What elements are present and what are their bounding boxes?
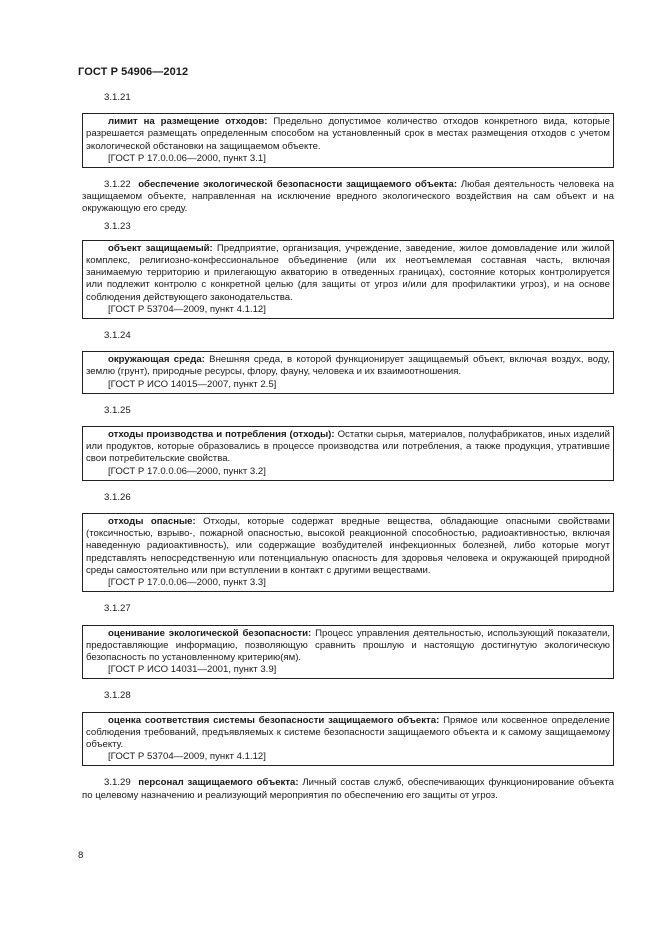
document-header: ГОСТ Р 54906—2012: [78, 66, 189, 78]
term-source: [ГОСТ Р 17.0.0.06—2000, пункт 3.3]: [108, 577, 266, 589]
term-name: отходы производства и потребления (отходы):: [108, 429, 335, 441]
term-definition: Личный состав служб, обеспечивающих функционирование объекта по целевому назначению и реализующий мероприятия по обеспечению его защиты от угроз.: [82, 777, 614, 801]
term-definition: Остатки сырья, материалов, полуфабрикатов, иных изделий или продуктов, которые образовались в процессе производства или потребления, а также продукция, утратившие свои потребительские свойства.: [86, 429, 610, 465]
term-paragraph: [86, 243, 610, 304]
term-source: [ГОСТ Р 53704—2009, пункт 4.1.12]: [108, 751, 266, 763]
clause-paragraph: [82, 777, 614, 801]
term-name: объект защищаемый:: [108, 242, 213, 254]
term-definition: Любая деятельность человека на защищаемом объекте, направленная на исключение вредного экологического воздействия на сам объект и на окружающую его среду.: [82, 179, 614, 215]
term-source: [ГОСТ Р ИСО 14015—2007, пункт 2.5]: [108, 378, 277, 390]
term-entry-box: [82, 240, 614, 319]
term-entry-box: [82, 513, 614, 592]
page-number: 8: [78, 850, 84, 861]
term-entry-box: [82, 426, 614, 481]
term-definition: Предельно допустимое количество отходов конкретного вида, которые разрешается размещать определенным способом на установленный срок в местах размещения отходов с учетом экологической обстановки на защищаемом объекте.: [86, 116, 610, 152]
term-paragraph: [86, 516, 610, 577]
clause-number: 3.1.25: [104, 404, 131, 416]
term-definition: Прямое или косвенное определение соблюдения требований, предъявляемых к системе безопасности защищаемого объекта и к самому защищаемому объекту.: [86, 714, 611, 750]
term-paragraph: [86, 116, 610, 153]
term-paragraph: [86, 715, 610, 752]
document-body: [82, 92, 614, 802]
term-name: обеспечение экологической безопасности защищаемого объекта:: [138, 179, 458, 191]
term-name: оценивание экологической безопасности:: [108, 627, 312, 639]
term-name: персонал защищаемого объекта:: [138, 777, 299, 789]
clause-number: 3.1.27: [104, 603, 131, 615]
term-source: [ГОСТ Р 17.0.0.06—2000, пункт 3.2]: [108, 465, 266, 477]
term-name: оценка соответствия системы безопасности защищаемого объекта:: [108, 714, 440, 726]
term-source: [ГОСТ Р ИСО 14031—2001, пункт 3.9]: [108, 664, 277, 676]
term-entry-box: [82, 712, 614, 767]
clause-number: 3.1.22: [104, 179, 131, 191]
term-entry-box: [82, 625, 614, 680]
term-definition: Отходы, которые содержат вредные вещества, обладающие опасными свойствами (токсичностью, взрыво-, пожарной опасностью, высокой реакционной способностью, радиоактивностью, включая наведенную радиоактивность), или содержащие возбудителей инфекционных болезней, либо которые могут представлять непосредственную или потенциальную опасность для здоровья человека и окружающей природной среды самостоятельно или при вступлении в контакт с другими веществами.: [86, 516, 610, 576]
term-entry-box: [82, 351, 614, 394]
clause-number: 3.1.24: [104, 330, 131, 342]
term-definition: Внешняя среда, в которой функционирует защищаемый объект, включая воздух, воду, землю (грунт), природные ресурсы, флору, фауну, человека и их взаимоотношения.: [86, 354, 610, 378]
clause-number: 3.1.28: [104, 690, 131, 702]
term-entry-box: [82, 113, 614, 168]
clause-number: 3.1.21: [104, 92, 131, 103]
term-source: [ГОСТ Р 17.0.0.06—2000, пункт 3.1]: [108, 152, 266, 164]
term-name: окружающая среда:: [108, 354, 205, 366]
term-paragraph: [86, 628, 610, 665]
clause-number: 3.1.29: [104, 777, 131, 789]
clause-paragraph: [82, 179, 614, 216]
term-definition: Предприятие, организация, учреждение, заведение, жилое домовладение или жилой комплекс, религиозно-конфессиональное объединение (или их неотъемлемая составная часть, включая занимаемую территорию и прилегающую акваторию в отведенных границах), состояние которых контролируется или подлежит контролю с конкретной целью (для защиты от угроз и/или для профилактики угроз), и на основе соблюдения действующего законодательства.: [86, 242, 611, 303]
term-name: отходы опасные:: [108, 516, 196, 528]
clause-number: 3.1.23: [104, 220, 131, 232]
term-definition: Процесс управления деятельностью, использующий показатели, предоставляющие информацию, позволяющую сравнить прошлую и настоящую достигнутую экологическую безопасность по установленному критерию(ям).: [86, 627, 610, 663]
term-source: [ГОСТ Р 53704—2009, пункт 4.1.12]: [108, 303, 266, 315]
term-paragraph: [86, 354, 610, 378]
clause-number: 3.1.26: [104, 491, 131, 503]
term-paragraph: [86, 429, 610, 466]
term-name: лимит на размещение отходов:: [108, 116, 268, 128]
